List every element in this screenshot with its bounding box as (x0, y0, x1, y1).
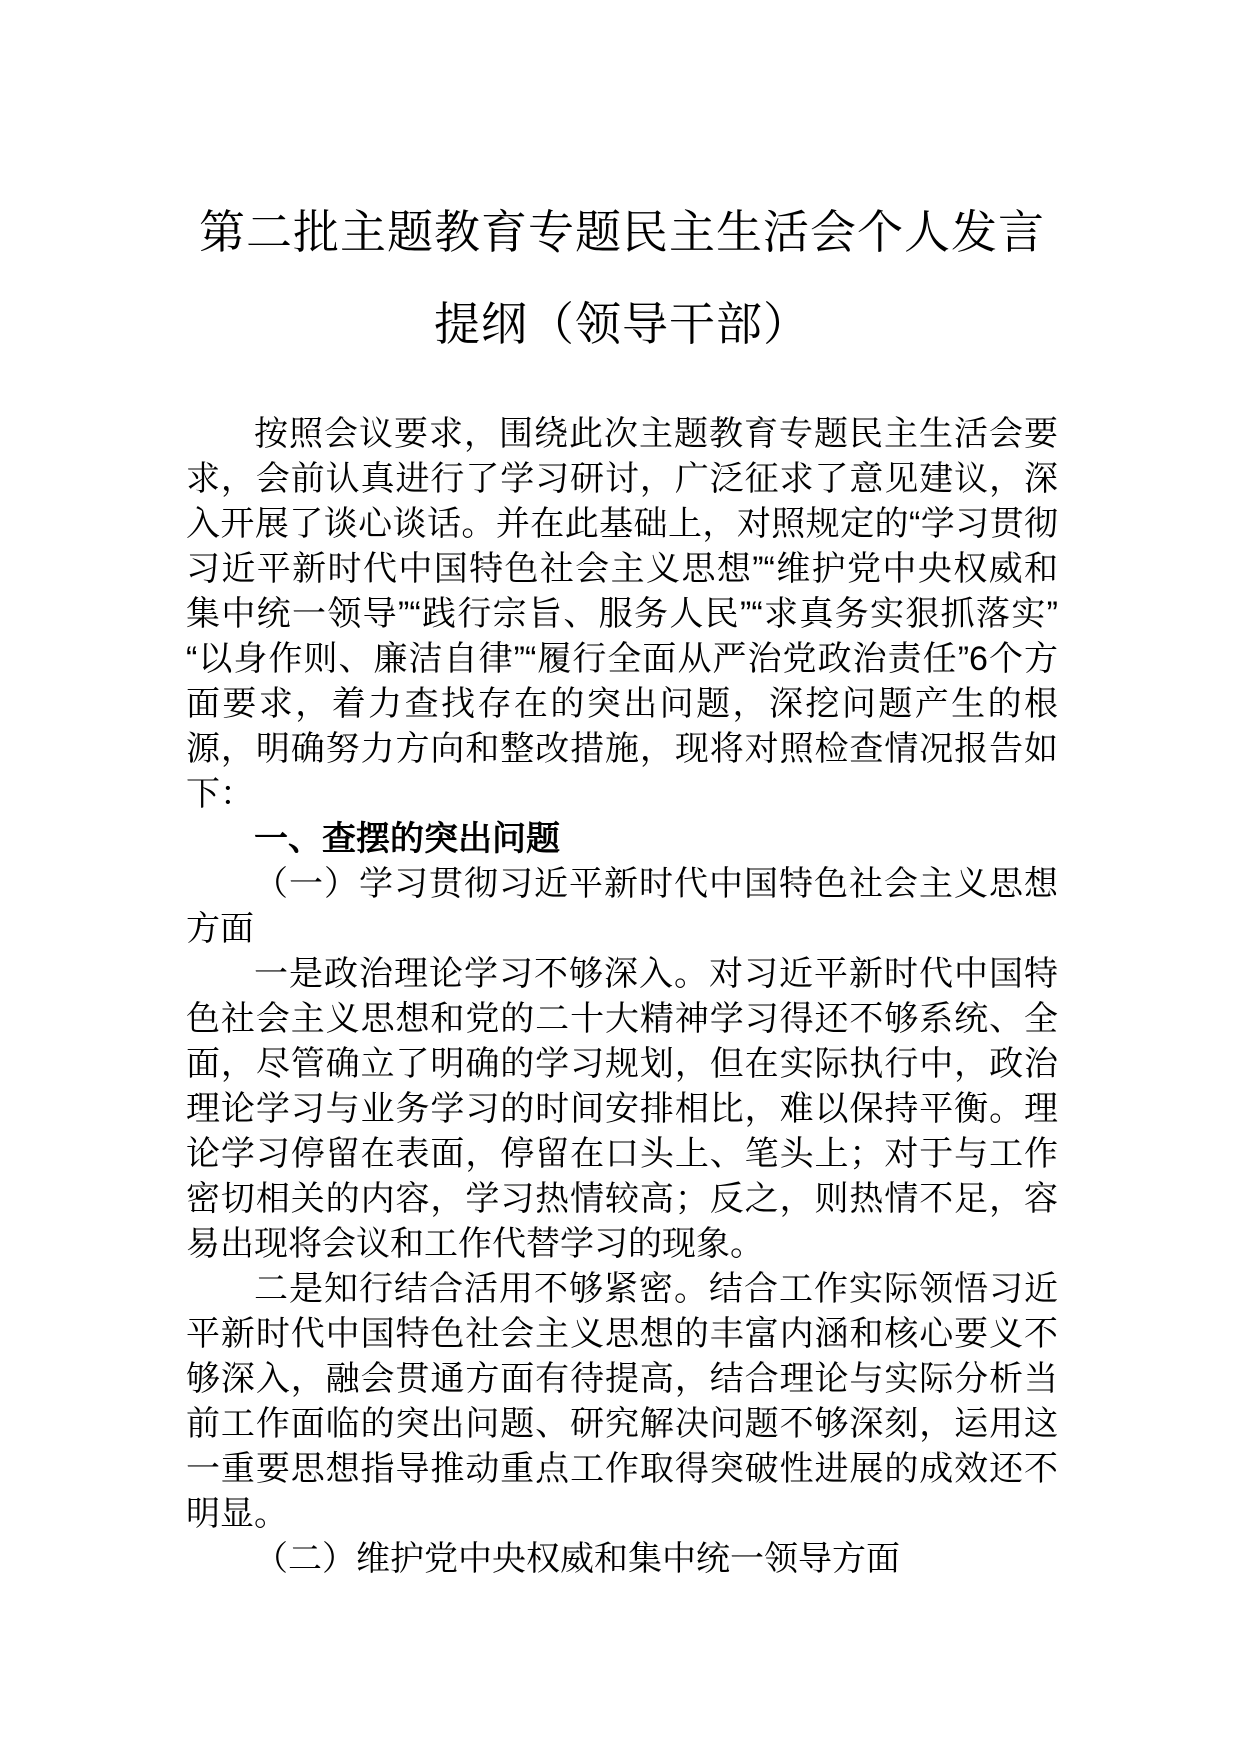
paragraph-problem-2: 二是知行结合活用不够紧密。结合工作实际领悟习近平新时代中国特色社会主义思想的丰富内涵和核心要义不够深入，融会贯通方面有待提高，结合理论与实际分析当前工作面临的突出问题、研究解决问题不够深刻，运用这一重要思想指导推动重点工作取得突破性进展的成效还不明显。 (186, 1270, 1058, 1533)
heading-sub-1: （一）学习贯彻习近平新时代中国特色社会主义思想方面 (186, 865, 1058, 948)
paragraph-intro: 按照会议要求，围绕此次主题教育专题民主生活会要求，会前认真进行了学习研讨，广泛征求了意见建议，深入开展了谈心谈话。并在此基础上，对照规定的“学习贯彻习近平新时代中国特色社会主义思想”“维护党中央权威和集中统一领导”“践行宗旨、服务人民”“求真务实狠抓落实”“以身作则、廉洁自律”“履行全面从严治党政治责任”6个方面要求，着力查找存在的突出问题，深挖问题产生的根源，明确努力方向和整改措施，现将对照检查情况报告如下： (186, 415, 1058, 813)
document-title-line2: 提纲（领导干部） (434, 298, 810, 350)
document-body (186, 412, 1058, 1582)
heading-sub-2: （二）维护党中央权威和集中统一领导方面 (254, 1540, 900, 1578)
heading-section-1: 一、查摆的突出问题 (254, 820, 560, 858)
document-title-line1: 第二批主题教育专题民主生活会个人发言 (199, 206, 1045, 258)
document-title (186, 186, 1058, 370)
paragraph-problem-1: 一是政治理论学习不够深入。对习近平新时代中国特色社会主义思想和党的二十大精神学习得还不够系统、全面，尽管确立了明确的学习规划，但在实际执行中，政治理论学习与业务学习的时间安排相比，难以保持平衡。理论学习停留在表面，停留在口头上、笔头上；对于与工作密切相关的内容，学习热情较高；反之，则热情不足，容易出现将会议和工作代替学习的现象。 (186, 955, 1058, 1263)
